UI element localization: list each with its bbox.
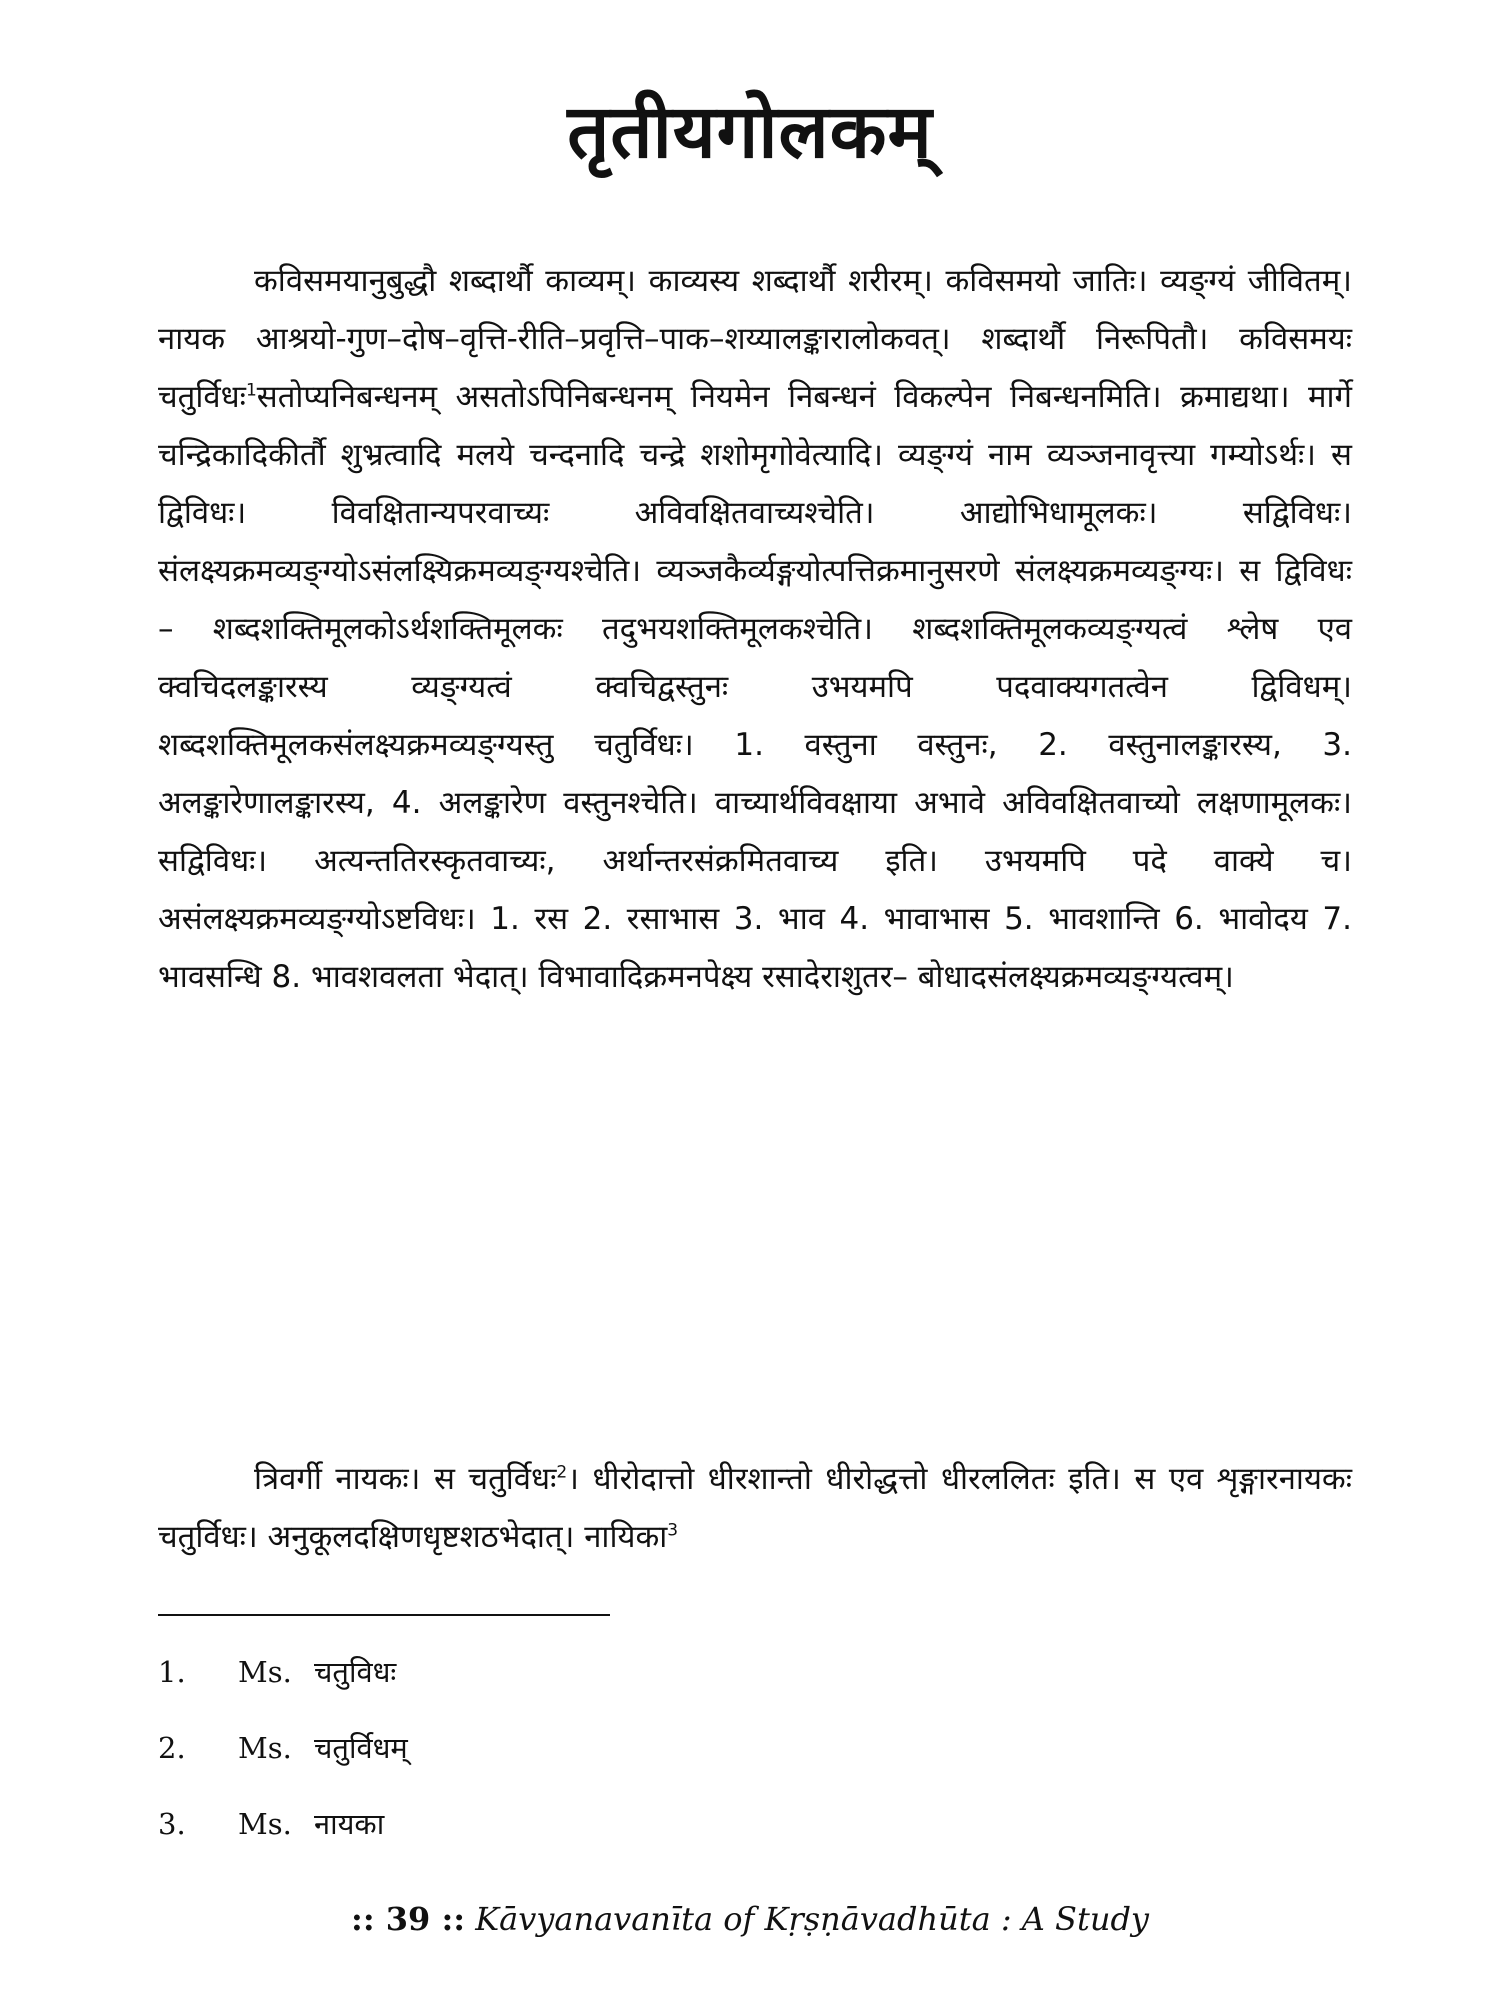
footnotes [158, 1634, 958, 1862]
paragraph-2-text-b: । धीरोदात्तो धीरशान्तो धीरोद्धत्तो धीरललितः इति। स एव शृङ्गारनायकः चतुर्विधः। अनुकूलदक्षिणधृष्टशठभेदात्। नायिका [158, 1461, 1353, 1555]
paragraph-1-text-a: कविसमयानुबुद्धौ शब्दार्थौ काव्यम्। काव्यस्य शब्दार्थौ शरीरम्। कविसमयो जातिः। व्यङ्ग्यं जीवितम्। नायक आश्रयो-गुण–दोष–वृत्ति-रीति–प्रवृत्ति–पाक–शय्यालङ्कारालोकवत्। शब्दार्थौ निरूपितौ। कविसमयः चतुर्विधः [158, 263, 1352, 415]
footnote-ref-1[interactable]: 1 [245, 380, 257, 401]
paragraph-2 [158, 1450, 1352, 1566]
footnote-text: चतुविधः [314, 1655, 397, 1689]
footnote-number: 2. [158, 1731, 186, 1765]
paragraph-1-text-b: सतोप्यनिबन्धनम् असतोऽपिनिबन्धनम् नियमेन निबन्धनं विकल्पेन निबन्धनमिति। क्रमाद्यथा। मार्गे चन्द्रिकादिकीर्तौ शुभ्रत्वादि मलये चन्दनादि चन्द्रे शशोमृगोवेत्यादि। व्यङ्ग्यं नाम व्यञ्जनावृत्त्या गम्योऽर्थः। स द्विविधः। विवक्षितान्यपरवाच्यः अविवक्षितवाच्यश्चेति। आद्योभिधामूलकः। सद्विविधः। संलक्ष्यक्रमव्यङ्ग्योऽसंलक्ष्यिक्रमव्यङ्ग्यश्चेति। व्यञ्जकैर्व्यङ्गयोत्पत्तिक्रमानुसरणे संलक्ष्यक्रमव्यङ्ग्यः। स द्विविधः – शब्दशक्तिमूलकोऽर्थशक्तिमूलकः तदुभयशक्तिमूलकश्चेति। शब्दशक्तिमूलकव्यङ्ग्यत्वं श्लेष एव क्वचिदलङ्कारस्य व्यङ्ग्यत्वं क्वचिद्वस्तुनः उभयमपि पदवाक्यगतत्वेन द्विविधम्। शब्दशक्तिमूलकसंलक्ष्यक्रमव्यङ्ग्यस्तु चतुर्विधः। 1. वस्तुना वस्तुनः, 2. वस्तुनालङ्कारस्य, 3. अलङ्कारेणालङ्कारस्य, 4. अलङ्कारेण वस्तुनश्चेति। वाच्यार्थविवक्षाया अभावे अविवक्षितवाच्यो लक्षणामूलकः। सद्विविधः। अत्यन्ततिरस्कृतवाच्यः, अर्थान्तरसंक्रमितवाच्य इति। उभयमपि पदे वाक्ये च। असंलक्ष्यक्रमव्यङ्ग्योऽष्टविधः। 1. रस 2. रसाभास 3. भाव 4. भावाभास 5. भावशान्ति 6. भावोदय 7. भावसन्धि 8. भावशवलता भेदात्। विभावादिक्रमनपेक्ष्य रसादेराशुतर– बोधादसंलक्ष्यक्रमव्यङ्ग्यत्वम्। [158, 379, 1352, 995]
footnote-ref-3[interactable]: 3 [667, 1520, 679, 1541]
footnote-ms-label: Ms. [238, 1731, 292, 1765]
footnote-item [158, 1634, 958, 1710]
paragraph-1 [158, 252, 1352, 1006]
running-title: Kāvyanavanīta of Kṛṣṇāvadhūta : A Study [475, 1900, 1149, 1938]
page-footer [0, 1900, 1500, 1938]
footnote-number: 1. [158, 1655, 186, 1689]
footnote-item [158, 1786, 958, 1862]
footnote-divider [158, 1614, 610, 1616]
footnote-ref-2[interactable]: 2 [556, 1462, 568, 1483]
page-number: :: 39 :: [351, 1900, 466, 1938]
footnote-ms-label: Ms. [238, 1655, 292, 1689]
footnote-text: नायका [314, 1807, 385, 1841]
footnote-ms-label: Ms. [238, 1807, 292, 1841]
footnote-text: चतुर्विधम् [314, 1731, 408, 1765]
page-title: तृतीयगोलकम् [567, 89, 933, 175]
paragraph-2-text-a: त्रिवर्गी नायकः। स चतुर्विधः [254, 1461, 557, 1497]
footnote-item [158, 1710, 958, 1786]
footnote-number: 3. [158, 1807, 186, 1841]
